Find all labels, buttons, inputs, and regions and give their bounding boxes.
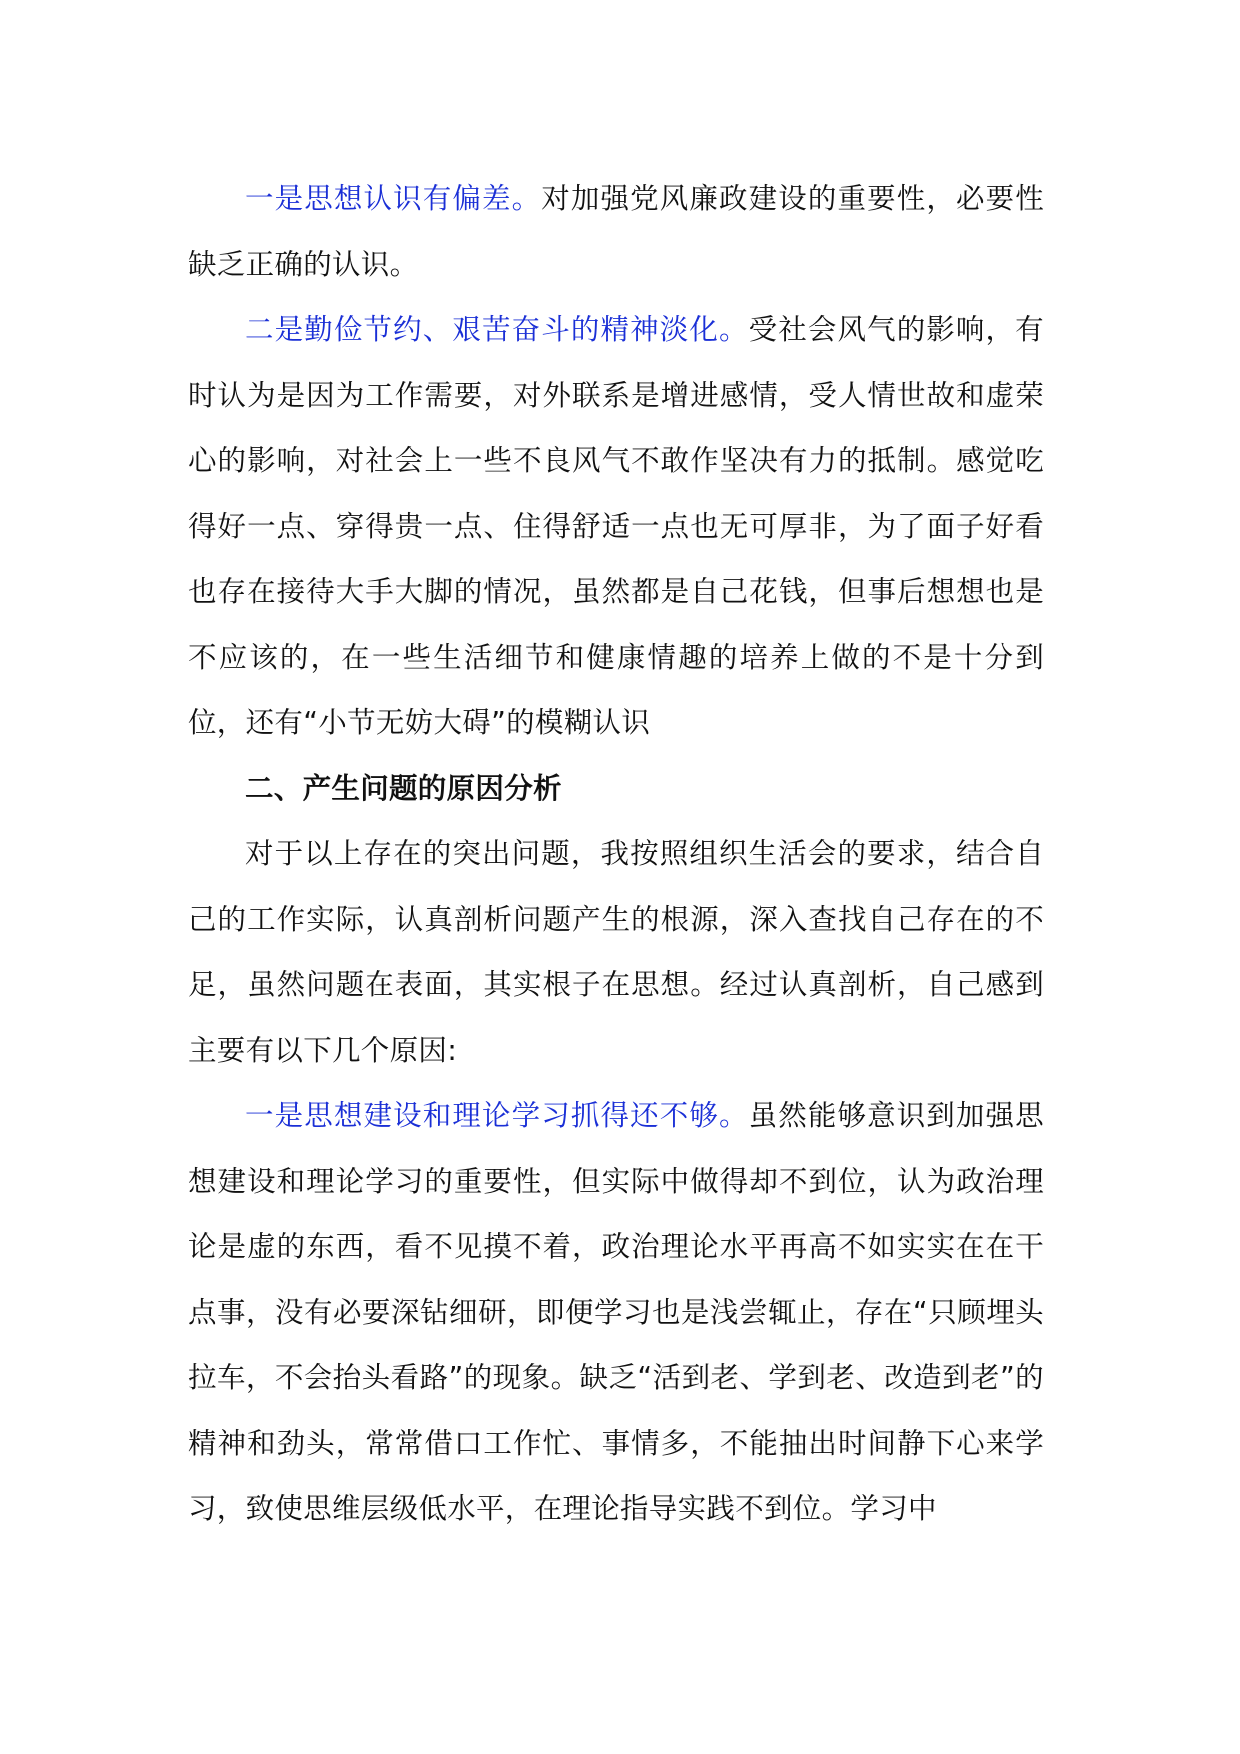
paragraph-thinking-deviation — [188, 166, 1044, 297]
paragraph-text: 受社会风气的影响，有时认为是因为工作需要，对外联系是增进感情，受人情世故和虚荣心的影响，对社会上一些不良风气不敢作坚决有力的抵制。感觉吃得好一点、穿得贵一点、住得舒适一点也无可厚非，为了面子好看也存在接待大手大脚的情况，虽然都是自己花钱，但事后想想也是不应该的，在一些生活细节和健康情趣的培养上做的不是十分到位，还有“小节无妨大碍”的模糊认识 — [188, 313, 1044, 739]
paragraph-lead: 一是思想建设和理论学习抓得还不够。 — [245, 1099, 749, 1132]
paragraph-theory-study — [188, 1083, 1044, 1542]
section-heading: 二、产生问题的原因分析 — [245, 771, 562, 805]
paragraph-text: 虽然能够意识到加强思想建设和理论学习的重要性，但实际中做得却不到位，认为政治理论是虚的东西，看不见摸不着，政治理论水平再高不如实实在在干点事，没有必要深钻细研，即便学习也是浅尝辄止，存在“只顾埋头拉车，不会抬头看路”的现象。缺乏“活到老、学到老、改造到老”的精神和劲头，常常借口工作忙、事情多，不能抽出时间静下心来学习，致使思维层级低水平，在理论指导实践不到位。学习中 — [188, 1099, 1044, 1525]
intro-paragraph: 对于以上存在的突出问题，我按照组织生活会的要求，结合自己的工作实际，认真剖析问题产生的根源，深入查找自己存在的不足，虽然问题在表面，其实根子在思想。经过认真剖析，自己感到主要有以下几个原因: — [188, 837, 1044, 1067]
paragraph-text: 对加强党风廉政建设的重要性，必要性缺乏正确的认识。 — [188, 182, 1044, 281]
document-body — [188, 166, 1044, 1542]
paragraph-lead: 一是思想认识有偏差。 — [245, 182, 542, 215]
paragraph-lead: 二是勤俭节约、艰苦奋斗的精神淡化。 — [245, 313, 749, 346]
paragraph-frugality — [188, 297, 1044, 756]
